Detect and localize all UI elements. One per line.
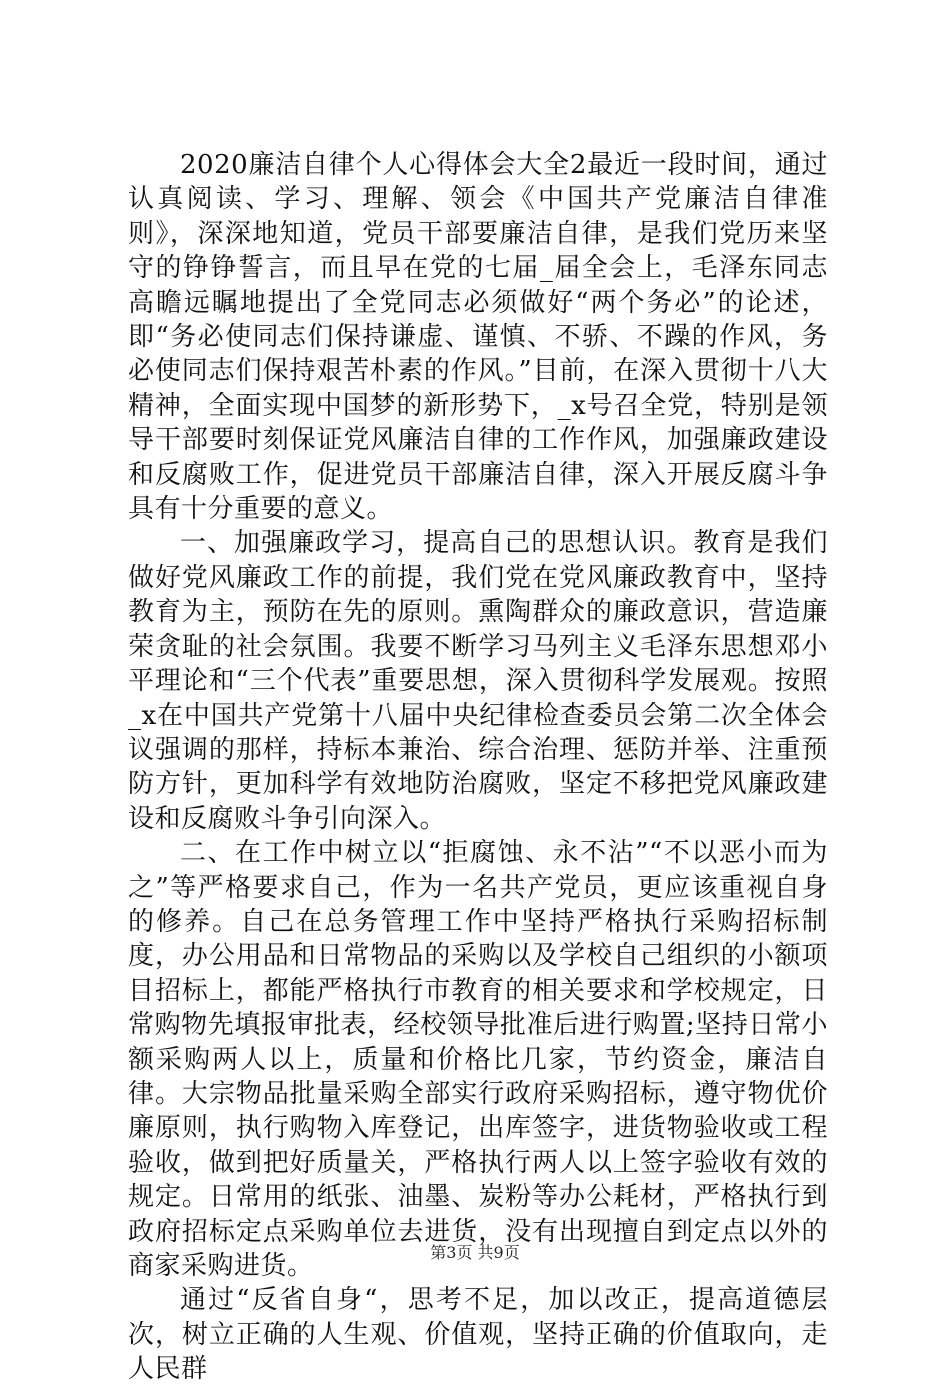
- document-body: [128, 148, 828, 1387]
- page-total: 共9页: [477, 1243, 520, 1262]
- paragraph-intro: 2020廉洁自律个人心得体会大全2最近一段时间，通过认真阅读、学习、理解、领会《中国共产党廉洁自律准则》，深深地知道，党员干部要廉洁自律，是我们党历来坚守的铮铮誓言，而且早在党的七届_届全会上，毛泽东同志高瞻远瞩地提出了全党同志必须做好“两个务必”的论述，即“务必使同志们保持谦虚、谨慎、不骄、不躁的作风，务必使同志们保持艰苦朴素的作风。”目前，在深入贯彻十八大精神，全面实现中国梦的新形势下，_x号召全党，特别是领导干部要时刻保证党风廉洁自律的工作作风，加强廉政建设和反腐败工作，促进党员干部廉洁自律，深入开展反腐斗争具有十分重要的意义。: [128, 150, 828, 525]
- paragraph-section-two: 二、在工作中树立以“拒腐蚀、永不沾”“不以恶小而为之”等严格要求自己，作为一名共产党员，更应该重视自身的修养。自己在总务管理工作中坚持严格执行采购招标制度，办公用品和日常物品的采购以及学校自己组织的小额项目招标上，都能严格执行市教育的相关要求和学校规定，日常购物先填报审批表，经校领导批准后进行购置;坚持日常小额采购两人以上，质量和价格比几家，节约资金，廉洁自律。大宗物品批量采购全部实行政府采购招标，遵守物优价廉原则，执行购物入库登记，出库签字，进货物验收或工程验收，做到把好质量关，严格执行两人以上签字验收有效的规定。日常用的纸张、油墨、炭粉等办公耗材，严格执行到政府招标定点采购单位去进货，没有出现擅自到定点以外的商家采购进货。: [128, 838, 828, 1281]
- page-footer: [0, 1240, 950, 1263]
- paragraph-reflection: 通过“反省自身“，思考不足，加以改正，提高道德层次，树立正确的人生观、价值观，坚持正确的价值取向，走人民群: [128, 1285, 828, 1385]
- paragraph-section-one: 一、加强廉政学习，提高自己的思想认识。教育是我们做好党风廉政工作的前提，我们党在党风廉政教育中，坚持教育为主，预防在先的原则。熏陶群众的廉政意识，营造廉荣贪耻的社会氛围。我要不断学习马列主义毛泽东思想邓小平理论和“三个代表”重要思想，深入贯彻科学发展观。按照_x在中国共产党第十八届中央纪律检查委员会第二次全体会议强调的那样，持标本兼治、综合治理、惩防并举、注重预防方针，更加科学有效地防治腐败，坚定不移把党风廉政建设和反腐败斗争引向深入。: [128, 528, 828, 834]
- page-number: 第3页: [430, 1243, 473, 1262]
